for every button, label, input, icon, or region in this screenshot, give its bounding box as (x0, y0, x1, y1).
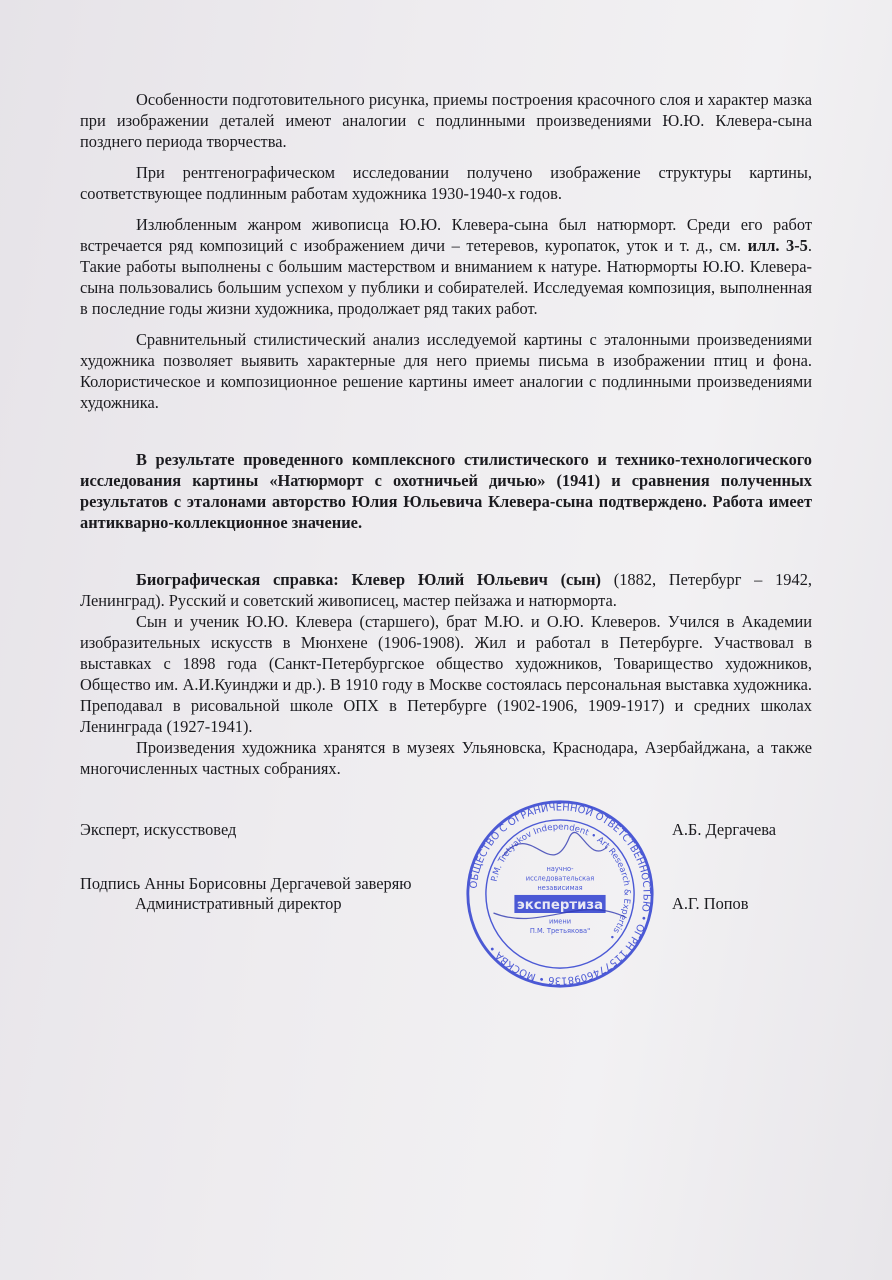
biography-intro: Биографическая справка: Клевер Юлий Юльевич (сын) (1882, Петербург – 1942, Ленинград). Русский и советский живописец, мастер пейзажа и натюрморта. (80, 570, 812, 610)
director-name: А.Г. Попов (672, 894, 749, 913)
company-stamp (465, 799, 655, 989)
document-page (80, 89, 812, 1019)
svg-text:исследовательская: исследовательская (525, 874, 595, 883)
biography-collections: Произведения художника хранятся в музеях Ульяновска, Краснодара, Азербайджана, а также многочисленных частных собраниях. (80, 738, 812, 778)
certify-text: Подпись Анны Борисовны Дергачевой заверяю (80, 874, 412, 893)
conclusion: В результате проведенного комплексного стилистического и технико-технологического исследования картины «Натюрморт с охотничьей дичью» (1941) и сравнения полученных результатов с эталонами авторство Юлия Юльевича Клевера-сына подтверждено. Работа имеет антикварно-коллекционное значение. (80, 450, 812, 532)
biography-heading: Биографическая справка: Клевер Юлий Юльевич (сын) (136, 570, 602, 589)
svg-text:имени: имени (548, 917, 572, 926)
paragraph-analysis: Сравнительный стилистический анализ исследуемой картины с эталонными произведениями художника позволяет выявить характерные для него приемы письма в изображении птиц и фона. Колористическое и композиционное решение картины имеет аналогии с подлинными произведениями художника. (80, 330, 812, 412)
document-body (80, 89, 812, 779)
stamp-outer-text: ОБЩЕСТВО С ОГРАНИЧЕННОЙ ОТВЕТСТВЕННОСТЬЮ • ОГРН 1157746098136 • МОСКВА • (468, 802, 652, 986)
svg-text:П.М. Третьякова": П.М. Третьякова" (529, 926, 591, 935)
signature-block (80, 802, 812, 1019)
svg-text:научно-: научно- (546, 865, 574, 874)
paragraph-genre: Излюбленным жанром живописца Ю.Ю. Клевера-сына был натюрморт. Среди его работ встречается ряд композиций с изображением дичи – тетеревов, куропаток, уток и т. д., см. илл. 3-5. Такие работы выполнены с большим мастерством и вниманием к натуре. Натюрморты Ю.Ю. Клевера-сына пользовались большим успехом у публики и собирателей. Исследуемая композиция, выполненная в последние годы жизни художника, продолжает ряд таких работ. (80, 215, 812, 318)
stamp-title: экспертиза (516, 898, 604, 914)
stamp-inner-text: P.M. Tretyakov Independent • Art Research & Expertis • (489, 822, 632, 942)
illustration-ref: илл. 3-5 (747, 236, 808, 255)
paragraph-drawing: Особенности подготовительного рисунка, приемы построения красочного слоя и характер мазка при изображении деталей имеют аналогии с подлинными произведениями Ю.Ю. Клевера-сына позднего периода творчества. (80, 90, 812, 151)
biography-details: Сын и ученик Ю.Ю. Клевера (старшего), брат М.Ю. и О.Ю. Клеверов. Учился в Академии изобразительных искусств в Мюнхене (1906-1908). Жил и работал в Петербурге. Участвовал в выставках с 1898 года (Санкт-Петербургское общество художников, Товарищество художников, Общество им. А.И.Куинджи и др.). В 1910 году в Москве состоялась персональная выставка художника. Преподавал в рисовальной школе ОПХ в Петербурге (1902-1906, 1909-1917) и средних школах Ленинграда (1927-1941). (80, 612, 812, 736)
director-role: Административный директор (135, 894, 342, 913)
expert-role: Эксперт, искусствовед (80, 820, 237, 839)
paragraph-xray: При рентгенографическом исследовании получено изображение структуры картины, соответствующее подлинным работам художника 1930-1940-х годов. (80, 163, 812, 203)
svg-text:независимая: независимая (537, 884, 583, 893)
expert-name: А.Б. Дергачева (672, 820, 777, 839)
